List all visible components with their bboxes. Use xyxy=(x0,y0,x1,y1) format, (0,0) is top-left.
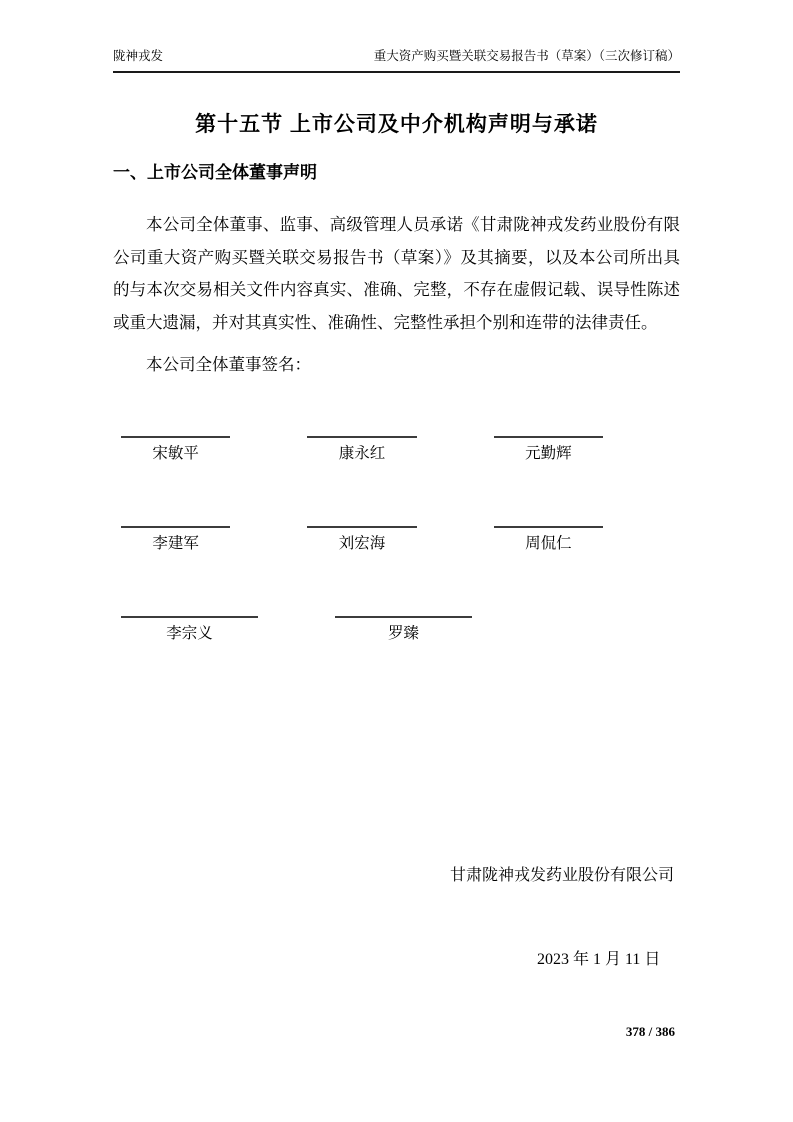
signature-row xyxy=(113,436,680,465)
signature-cell xyxy=(307,526,416,555)
chapter-title: 第十五节 上市公司及中介机构声明与承诺 xyxy=(195,113,598,136)
company-name: 甘肃陇神戎发药业股份有限公司 xyxy=(450,867,675,884)
section-heading: 一、上市公司全体董事声明 xyxy=(113,163,317,182)
signature-date: 2023 年 1 月 11 日 xyxy=(537,951,661,968)
signatory-name: 宋敏平 xyxy=(152,445,199,462)
header-report-title: 重大资产购买暨关联交易报告书（草案）（三次修订稿） xyxy=(373,49,680,63)
signature-cell xyxy=(494,526,603,555)
signatory-name: 康永红 xyxy=(338,445,386,462)
signature-cell xyxy=(121,526,230,555)
signatory-name: 周侃仁 xyxy=(525,535,572,552)
signature-block xyxy=(113,436,680,645)
signature-cell xyxy=(494,436,603,465)
signatory-name: 刘宏海 xyxy=(338,535,386,552)
declaration-paragraph: 本公司全体董事、监事、高级管理人员承诺《甘肃陇神戎发药业股份有限公司重大资产购买暨关联交易报告书（草案）》及其摘要，以及本公司所出具的与本次交易相关文件内容真实、准确、完整，不存在虚假记载、误导性陈述或重大遗漏，并对其真实性、准确性、完整性承担个别和连带的法律责任。 xyxy=(113,215,680,332)
page-number: 378 / 386 xyxy=(625,1024,675,1039)
signature-intro: 本公司全体董事签名： xyxy=(146,355,311,374)
signature-cell xyxy=(121,436,230,465)
signature-cell xyxy=(121,616,258,645)
signature-row xyxy=(113,616,680,645)
signature-cell xyxy=(307,436,416,465)
page-header xyxy=(113,48,680,73)
header-company-short: 陇神戎发 xyxy=(113,49,164,63)
signature-cell xyxy=(335,616,472,645)
signatory-name: 罗臻 xyxy=(387,625,419,642)
signature-row xyxy=(113,526,680,555)
signatory-name: 李宗义 xyxy=(166,625,213,642)
signatory-name: 元勤辉 xyxy=(525,445,572,462)
signatory-name: 李建军 xyxy=(152,535,199,552)
